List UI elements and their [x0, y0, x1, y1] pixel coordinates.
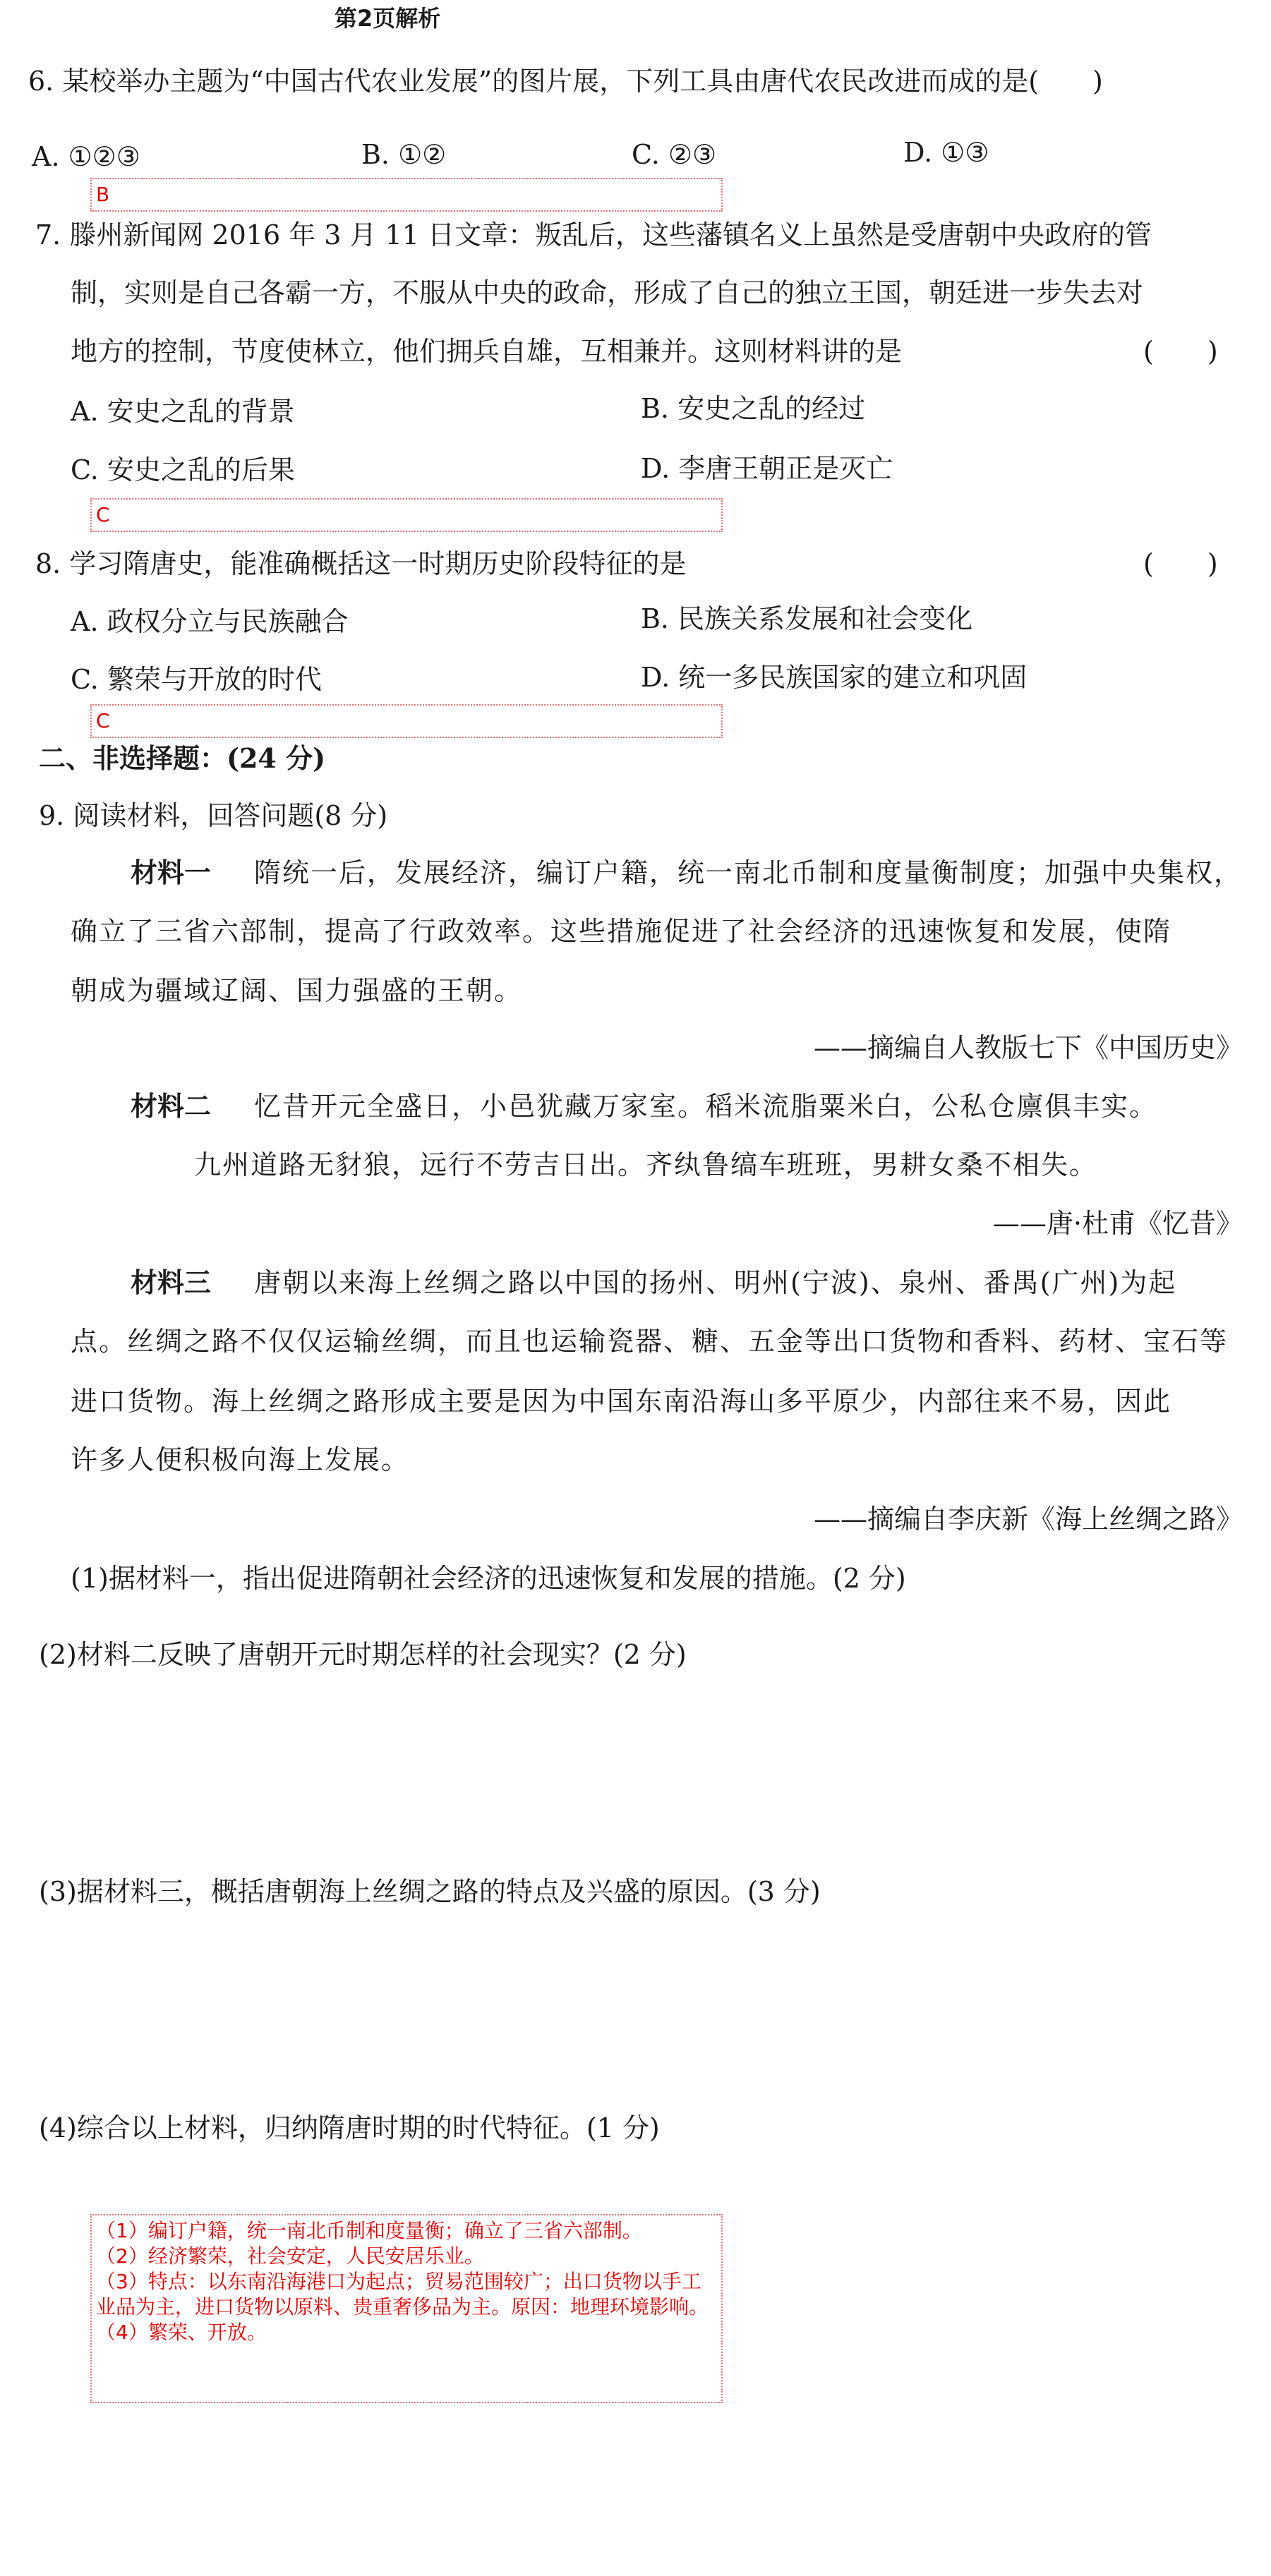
q9-material-2-line-2: 九州道路无豺狼，远行不劳吉日出。齐纨鲁缟车班班，男耕女桑不相失。: [194, 1149, 1098, 1180]
q8-paren: ( ): [1143, 548, 1218, 579]
q9-sub-question-3: (3)据材料三，概括唐朝海上丝绸之路的特点及兴盛的原因。(3 分): [39, 1876, 821, 1907]
q7-option-c: C. 安史之乱的后果: [71, 454, 295, 485]
q9-stem: 9. 阅读材料，回答问题(8 分): [39, 800, 388, 831]
q9-answer-3: （3）特点：以东南沿海港口为起点；贸易范围较广；出口货物以手工业品为主，进口货物以原料、贵重奢侈品为主。原因：地理环境影响。: [96, 2270, 709, 2318]
q9-material-3-line-1: 唐朝以来海上丝绸之路以中国的扬州、明州(宁波)、泉州、番禺(广州)为起: [254, 1267, 1177, 1298]
q9-answer-1: （1）编订户籍，统一南北币制和度量衡；确立了三省六部制。: [96, 2219, 642, 2242]
q7-paren: ( ): [1143, 336, 1218, 367]
q7-stem-line-2: 制，实则是自己各霸一方，不服从中央的政命，形成了自己的独立王国，朝廷进一步失去对: [71, 277, 1144, 308]
q9-material-1-label: 材料一: [131, 857, 212, 888]
q8-option-b: B. 民族关系发展和社会变化: [641, 603, 973, 634]
q9-sub-question-2: (2)材料二反映了唐朝开元时期怎样的社会现实？(2 分): [39, 1639, 687, 1670]
q9-material-1-line-3: 朝成为疆域辽阔、国力强盛的王朝。: [71, 975, 523, 1006]
q7-answer: C: [96, 503, 110, 526]
q9-answer-4: （4）繁荣、开放。: [96, 2321, 267, 2344]
q9-material-1-line-2: 确立了三省六部制，提高了行政效率。这些措施促进了社会经济的迅速恢复和发展，使隋: [71, 916, 1172, 947]
q7-answer-box: [90, 498, 723, 532]
q6-answer: B: [96, 183, 110, 206]
q6-option-a: A. ①②③: [32, 141, 140, 172]
q6-option-b: B. ①②: [361, 139, 447, 170]
q9-answer-box: [90, 2214, 723, 2403]
q9-material-1-line-1: 隋统一后，发展经济，编订户籍，统一南北币制和度量衡制度；加强中央集权，: [254, 857, 1243, 888]
q8-option-d: D. 统一多民族国家的建立和巩固: [641, 662, 1028, 693]
q6-answer-box: [90, 178, 723, 212]
q8-stem: 8. 学习隋唐史，能准确概括这一时期历史阶段特征的是: [35, 548, 687, 579]
q9-sub-question-4: (4)综合以上材料，归纳隋唐时期的时代特征。(1 分): [39, 2112, 660, 2143]
q6-option-c: C. ②③: [632, 139, 717, 170]
q6-stem: 6. 某校举办主题为“中国古代农业发展”的图片展，下列工具由唐代农民改进而成的是( ): [28, 66, 1103, 97]
q9-material-2-label: 材料二: [131, 1090, 212, 1122]
q9-sub-question-1: (1)据材料一，指出促进隋朝社会经济的迅速恢复和发展的措施。(2 分): [71, 1563, 906, 1594]
q9-material-3-line-2: 点。丝绸之路不仅仅运输丝绸，而且也运输瓷器、糖、五金等出口货物和香料、药材、宝石等: [71, 1326, 1229, 1357]
page-title: 第2页解析: [335, 5, 441, 32]
q7-option-a: A. 安史之乱的背景: [71, 396, 295, 427]
q9-material-2-line-1: 忆昔开元全盛日，小邑犹藏万家室。稻米流脂粟米白，公私仓廪俱丰实。: [254, 1091, 1158, 1122]
q7-stem-line-1: 7. 滕州新闻网 2016 年 3 月 11 日文章：叛乱后，这些藩镇名义上虽然是受唐朝中央政府的管: [35, 219, 1152, 250]
q8-answer: C: [96, 709, 110, 732]
q8-answer-box: [90, 704, 723, 738]
q6-option-d: D. ①③: [903, 137, 989, 168]
q9-material-1-source: ——摘编自人教版七下《中国历史》: [813, 1032, 1243, 1063]
q9-material-3-line-3: 进口货物。海上丝绸之路形成主要是因为中国东南沿海山多平原少，内部往来不易，因此: [71, 1386, 1172, 1417]
q9-material-3-line-4: 许多人便积极向海上发展。: [71, 1444, 410, 1475]
q9-answer-2: （2）经济繁荣，社会安定，人民安居乐业。: [96, 2244, 484, 2268]
q7-option-d: D. 李唐王朝正是灭亡: [641, 453, 893, 484]
q8-option-a: A. 政权分立与民族融合: [71, 606, 349, 637]
q9-material-3-label: 材料三: [131, 1266, 212, 1298]
q7-option-b: B. 安史之乱的经过: [641, 393, 866, 424]
section-heading: 二、非选择题：(24 分): [39, 742, 326, 774]
q9-material-3-source: ——摘编自李庆新《海上丝绸之路》: [813, 1504, 1243, 1535]
q7-stem-line-3: 地方的控制，节度使林立，他们拥兵自雄，互相兼并。这则材料讲的是: [71, 336, 903, 367]
q9-material-2-source: ——唐·杜甫《忆昔》: [992, 1208, 1243, 1239]
q8-option-c: C. 繁荣与开放的时代: [71, 664, 322, 695]
